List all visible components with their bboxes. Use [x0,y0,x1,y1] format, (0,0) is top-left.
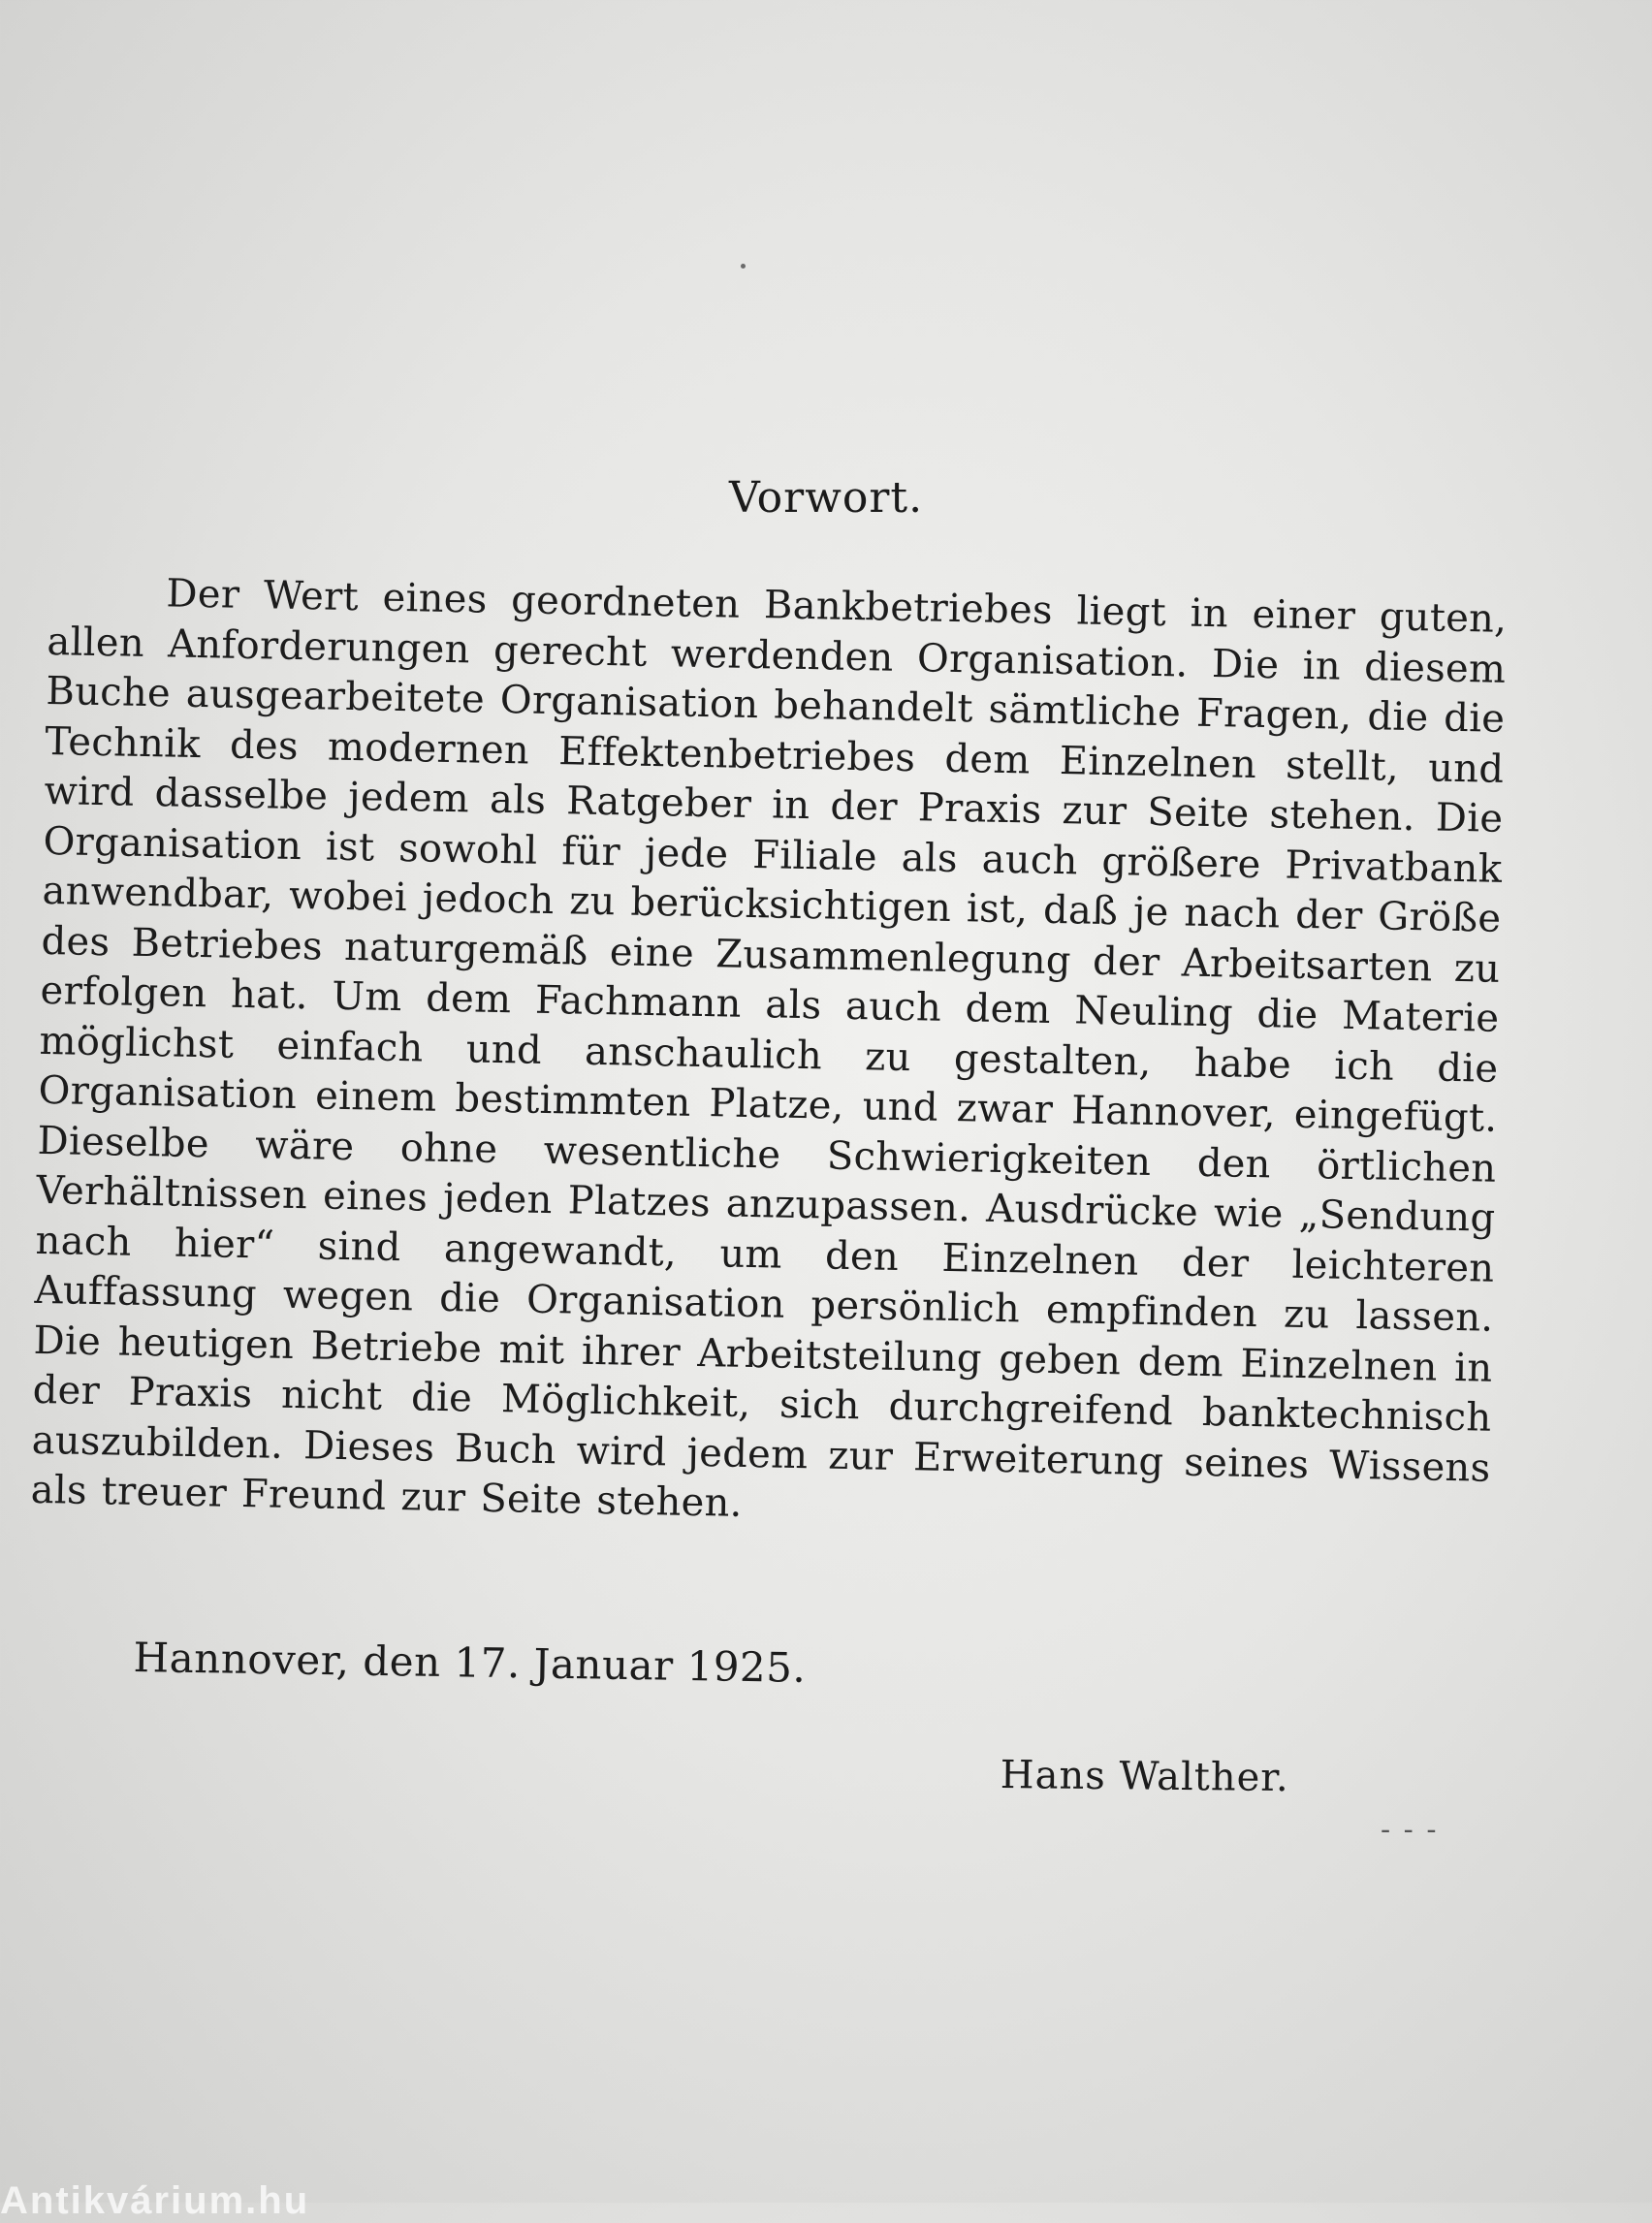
paper-speck [741,264,746,269]
show-through-heading [659,424,932,467]
preface-paragraph: Der Wert eines geordneten Bankbetriebes liegt in einer guten, allen Anforderungen gerecht werdenden Organisation. Die in diesem Buche ausgearbeitete Organisation behandelt sämtliche Fragen, die die Technik des modernen Effektenbetriebes dem Einzelnen stellt, und wird dasselbe jedem als Ratgeber in der Praxis zur Seite stehen. Die Organisation ist sowohl für jede Filiale als auch größere Privatbank anwendbar, wobei jedoch zu berücksichtigen ist, daß je nach der Größe des Betriebes naturgemäß eine Zusammenlegung der Arbeitsarten zu erfolgen hat. Um dem Fachmann als auch dem Neuling die Materie möglichst einfach und anschaulich zu gestalten, habe ich die Organisation einem bestimmten Platze, und zwar Hannover, eingefügt. Dieselbe wäre ohne wesentliche Schwierigkeiten den örtlichen Verhältnissen eines jeden Platzes anzupassen. Ausdrücke wie „Sendung nach hier“ sind angewandt, um den Einzelnen der leichteren Auffassung wegen die Organisation persönlich empfinden zu lassen. Die heutigen Betriebe mit ihrer Arbeitsteilung geben dem Einzelnen in der Praxis nicht die Möglichkeit, sich durchgreifend banktechnisch auszubilden. Dieses Buch wird jedem zur Erweiterung seines Wissens als treuer Freund zur Seite stehen. [30,571,1508,1526]
watermark-logo: Antikvárium.hu [0,2179,310,2222]
author-signature: Hans Walther. [1000,1753,1289,1801]
page-title: Vorwort. [728,473,924,523]
closing-dash: ‐ ‐ ‐ [1381,1813,1439,1847]
preface-body [30,567,1508,1543]
place-and-date: Hannover, den 17. Januar 1925. [133,1634,807,1692]
